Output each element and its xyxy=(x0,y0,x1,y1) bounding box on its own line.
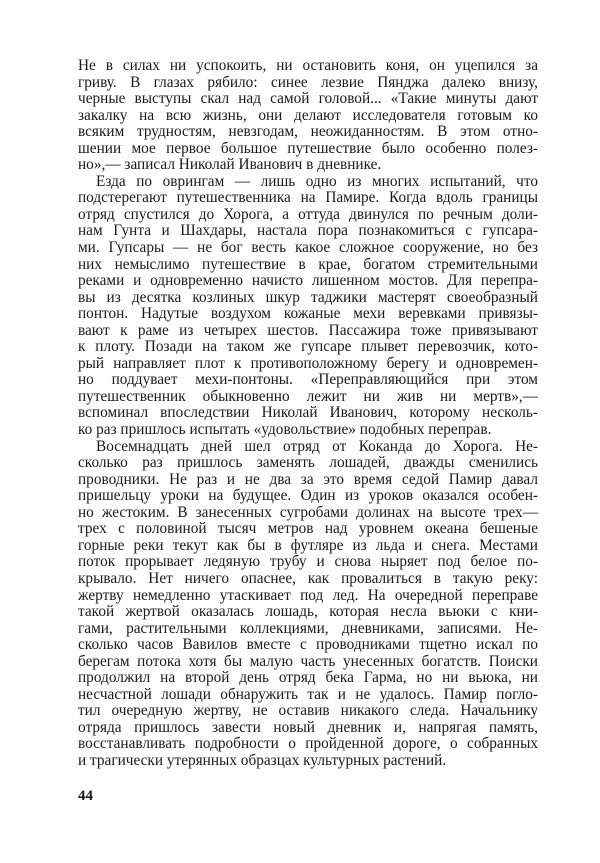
text-line: несчастной лошади обнаружить так и не удалось. Памир погло- xyxy=(78,685,538,703)
text-line: Восемнадцать дней шел отряд от Коканда до Хорога. Не- xyxy=(96,437,538,455)
text-line: рый направляет плот к противоположному берегу и одновремен- xyxy=(78,354,538,372)
text-line: тил очередную жертву, не оставив никакого следа. Начальнику xyxy=(78,702,538,720)
text-line: путешественник обыкновенно лежит ни жив ни мертв»,— xyxy=(78,387,538,405)
text-line: крывало. Нет ничего опаснее, как провалиться в такую реку: xyxy=(78,569,538,587)
text-line: трех с половиной тысяч метров над уровнем океана бешеные xyxy=(78,520,538,538)
text-line: сколько раз пришлось заменять лошадей, дважды сменились xyxy=(78,454,538,472)
text-line: реками и одновременно начисто лишенном мостов. Для перепра- xyxy=(78,272,538,290)
text-line: подстерегают путешественника на Памире. Когда вдоль границы xyxy=(78,189,538,207)
paragraph xyxy=(78,58,538,174)
text-line: продолжил на второй день отряд бека Гарма, но ни вьюка, ни xyxy=(78,669,538,687)
text-line: Не в силах ни успокоить, ни остановить коня, он уцепился за xyxy=(78,57,538,74)
text-line: нам Гунта и Шахдары, настала пора познакомиться с гупсара- xyxy=(78,222,538,240)
text-line: всяким трудностям, невзгодам, неожиданностям. В этом отно- xyxy=(78,123,538,141)
text-line: к плоту. Позади на таком же гупсаре плывет перевозчик, кото- xyxy=(78,338,538,356)
text-line: вают к раме из четырех шестов. Пассажира тоже привязывают xyxy=(78,321,538,339)
text-line: поток прорывает ледяную трубу и снова ныряет под белое по- xyxy=(78,553,538,571)
text-line: гами, растительными коллекциями, дневниками, записями. Не- xyxy=(78,619,538,637)
text-line: черные выступы скал над самой головой... «Такие минуты дают xyxy=(78,90,538,108)
paragraph xyxy=(78,174,538,439)
page-number: 44 xyxy=(78,788,93,804)
text-line: но»,— записал Николай Иванович в дневнике. xyxy=(78,156,382,174)
text-line: вспоминал впоследствии Николай Иванович, которому несколь- xyxy=(78,404,538,422)
text-line: вы из десятка козлиных шкур таджики мастерят своеобразный xyxy=(78,288,538,306)
paragraph xyxy=(78,439,538,770)
text-line: и трагически утерянных образцах культурных растений. xyxy=(78,751,447,769)
text-line: горные реки текут как бы в футляре из льда и снега. Местами xyxy=(78,536,538,554)
text-line: жертву немедленно утаскивает под лед. На очередной переправе xyxy=(78,586,538,604)
text-line: ми. Гупсары — не бог весть какое сложное сооружение, но без xyxy=(78,239,538,257)
text-line: Езда по оврингам — лишь одно из многих испытаний, что xyxy=(96,172,538,190)
text-line: гриву. В глазах рябило: синее лезвие Пянджа далеко внизу, xyxy=(78,73,538,91)
text-line: но поддувает мехи-понтоны. «Переправляющийся при этом xyxy=(78,371,538,389)
text-line: восстанавливать подробности о пройденной дороге, о собранных xyxy=(78,735,538,753)
text-line: закалку на всю жизнь, они делают исследователя готовым ко xyxy=(78,106,538,124)
text-line: берегам потока хотя бы малую часть унесенных богатств. Поиски xyxy=(78,652,538,670)
text-line: пришельцу уроки на будущее. Один из уроков оказался особен- xyxy=(78,487,538,505)
text-line: но жестоким. В занесенных сугробами долинах на высоте трех— xyxy=(78,503,538,521)
text-line: сколько часов Вавилов вместе с проводниками тщетно искал по xyxy=(78,636,538,654)
text-line: проводники. Не раз и не два за это время седой Памир давал xyxy=(78,470,538,488)
text-line: шении мое первое большое путешествие было особенно полез- xyxy=(78,139,538,157)
page-body-text xyxy=(78,58,538,770)
text-line: такой жертвой оказалась лошадь, которая несла вьюки с кни- xyxy=(78,603,538,621)
text-line: отряд спустился до Хорога, а оттуда двинулся по речным доли- xyxy=(78,205,538,223)
text-line: отряда пришлось завести новый дневник и, напрягая память, xyxy=(78,718,538,736)
text-line: ко раз пришлось испытать «удовольствие» подобных переправ. xyxy=(78,421,492,439)
text-line: них немыслимо путешествие в крае, богатом стремительными xyxy=(78,255,538,273)
text-line: понтон. Надутые воздухом кожаные мехи веревками привязы- xyxy=(78,305,538,323)
